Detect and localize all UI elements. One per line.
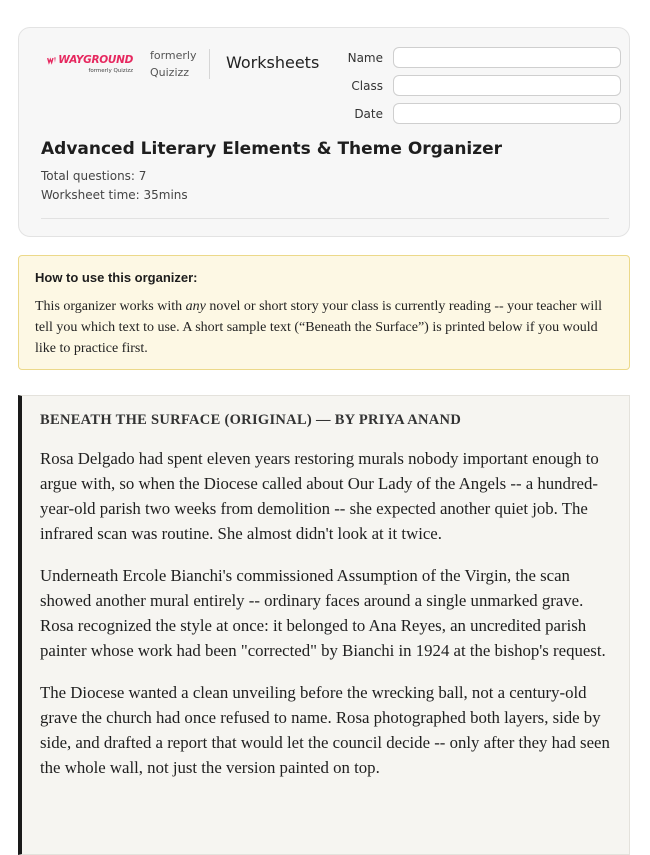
header-rule xyxy=(41,218,609,219)
instructions-text-end: novel or short story your class is currently reading -- your teacher will tell you which text to use. A short sample text (“Beneath the Surface”) is printed below if you would like to practice first. xyxy=(35,299,602,356)
instructions-title: How to use this organizer: xyxy=(35,270,198,285)
sample-story xyxy=(18,395,630,855)
instructions-box xyxy=(18,255,630,370)
instructions-text xyxy=(35,296,613,359)
story-paragraph: Rosa Delgado had spent eleven years restoring murals nobody important enough to argue with, so when the Diocese called about Our Lady of the Angels -- a hundred-year-old parish two weeks from demolition -- she expected another quiet job. The infrared scan was routine. She almost didn't look at it twice. xyxy=(40,449,599,543)
date-field[interactable] xyxy=(393,103,621,124)
worksheet-title: Advanced Literary Elements & Theme Organizer xyxy=(41,139,503,159)
section-title: Worksheets xyxy=(226,53,320,72)
wayground-logo xyxy=(47,54,133,75)
name-field[interactable] xyxy=(393,47,621,68)
logo-subtext: formerly Quizizz xyxy=(88,68,133,74)
instructions-emphasis: any xyxy=(185,299,206,314)
worksheet-header xyxy=(18,27,630,237)
header-divider xyxy=(209,49,210,79)
story-paragraph: Underneath Ercole Bianchi's commissioned Assumption of the Virgin, the scan showed another mural entirely -- ordinary faces around a single unmarked grave. Rosa recognized the style at once: it belonged to Ana Reyes, an uncredited parish painter whose work had been "corrected" by Bianchi in 1924 at the bishop's request. xyxy=(40,566,606,660)
class-label: Class xyxy=(351,79,383,93)
logo-wordmark: WAYGROUND xyxy=(58,54,133,66)
story-paragraph: The Diocese wanted a clean unveiling before the wrecking ball, not a century-old grave the church had once refused to name. Rosa photographed both layers, side by side, and drafted a report that would let the council decide -- only after they had seen the whole wall, not just the version painted on top. xyxy=(40,683,610,777)
total-questions: Total questions: 7 xyxy=(41,169,147,183)
wayground-mark-icon xyxy=(47,55,56,65)
class-field[interactable] xyxy=(393,75,621,96)
date-label: Date xyxy=(354,107,383,121)
formerly-quizizz-label: formerly Quizizz xyxy=(150,49,197,79)
instructions-text-start: This organizer works with xyxy=(35,299,186,314)
story-title: BENEATH THE SURFACE (ORIGINAL) — BY PRIYA ANAND xyxy=(40,412,462,428)
worksheet-time: Worksheet time: 35mins xyxy=(41,188,188,202)
name-label: Name xyxy=(347,51,383,65)
